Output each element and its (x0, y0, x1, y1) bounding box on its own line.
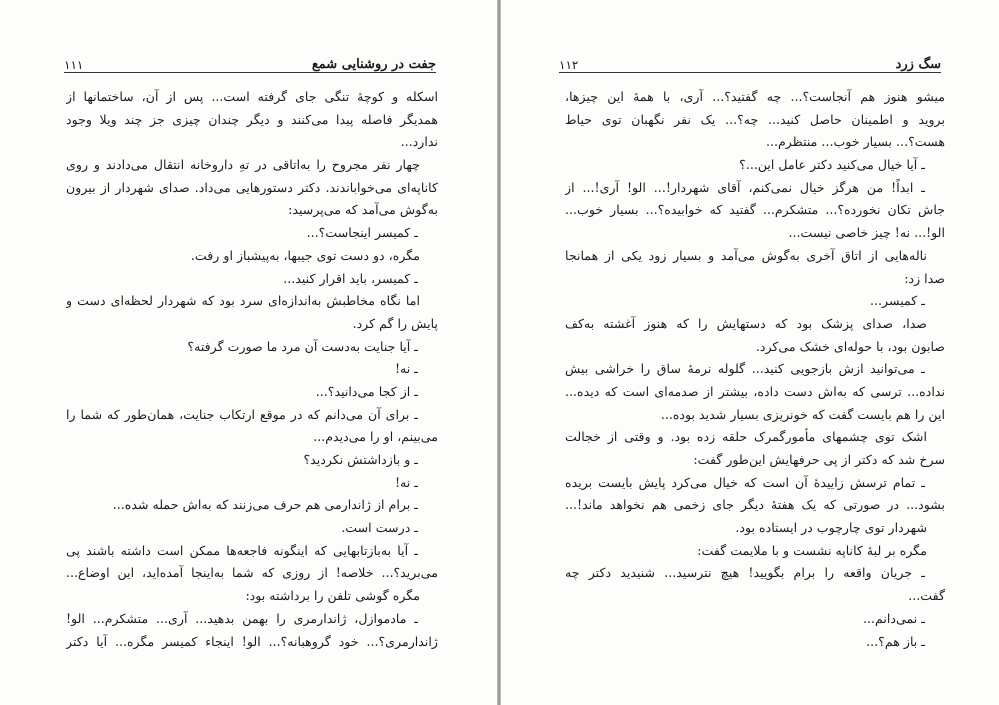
text-line: همدیگر فاصله پیدا می‌کنند و دیگر چندان چیزی جز چند ویلا وجود (66, 111, 438, 127)
text-line: اشک توی چشمهای مأمورگمرک حلقه زده بود. و وقتی از خجالت (565, 429, 927, 445)
text-line: الو!... نه! چیز خاصی نیست... (788, 225, 945, 241)
left-page-header (64, 48, 436, 73)
text-line: می‌برید؟... خلاصه! از روزی که شما به‌اینجا آمده‌اید، این اوضاع... (66, 565, 438, 581)
right-page-header (559, 48, 941, 73)
text-line: صدا، صدای پزشک بود که دستهایش را که هنوز آغشته به‌کف (565, 315, 927, 331)
page-number: ۱۱۲ (559, 58, 579, 72)
text-line: مگره، دو دست توی جیبها، به‌پیشباز او رفت. (190, 247, 420, 263)
text-line: کاناپه‌ای می‌خواباندند. دکتر دستورهایی می‌داد. صدای شهردار از بیرون (66, 179, 438, 195)
text-line: ـ آیا جنایت به‌دست آن مرد ما صورت گرفته؟ (187, 338, 418, 354)
text-line: بروید و اطمینان حاصل کنید... چه؟... یک نفر نگهبان توی حیاط (565, 111, 945, 127)
text-line: اما نگاه مخاطبش به‌اندازه‌ای سرد بود که شهردار لحظه‌ای دست و (66, 293, 420, 309)
text-line: ـ ابداً! من هرگز خیال نمی‌کنم، آقای شهردار!... الو! آری!... از (565, 179, 925, 195)
text-line: صدا زد: (904, 270, 945, 286)
text-line: چهار نفر مجروح را به‌اتاقی در تهِ داروخانه انتقال می‌دادند و روی (66, 157, 420, 173)
text-line: ندارد... (400, 134, 438, 150)
text-line: شهردار توی چارچوب در ایستاده بود. (735, 520, 927, 536)
left-page (0, 0, 497, 705)
text-line: ـ و بازداشتش نکردید؟ (303, 452, 418, 467)
right-page-body (565, 86, 945, 653)
text-line: ـ برام از ژاندارمی هم حرف می‌زنند که به‌اش حمله شده... (112, 497, 418, 513)
text-line: ـ نمی‌دانم... (863, 610, 925, 626)
text-line: جاش تکان نخورده؟... متشکرم... گفتید که خوابیده؟... بسیار خوب... (565, 202, 945, 218)
text-line: ـ باز هم؟... (866, 633, 925, 649)
text-line: ـ تمام ترسش زاییدهٔ آن است که خیال می‌کرد پایش بایست بریده (565, 474, 925, 490)
text-line: ـ کمیسر، باید اقرار کنید... (283, 270, 418, 286)
text-line: ـ درست است. (341, 520, 418, 536)
text-line: صابون بود، با حوله‌ای خشک می‌کرد. (755, 338, 945, 354)
text-line: ـ برای آن می‌دانم که در موقع ارتکاب جنایت، همان‌طور که شما را (66, 406, 418, 422)
text-line: ـ آیا به‌بازتابهایی که اینگونه فاجعه‌ها ممکن است داشته باشند پی (66, 542, 418, 558)
text-line: ـ مادموازل، ژاندارمری را بهمن بدهید... آری... متشکرم... الو! (66, 610, 418, 626)
text-line: می‌بینم، او را می‌دیدم... (313, 429, 438, 445)
text-line: هست؟... بسیار خوب... منتظرم... (766, 134, 945, 150)
text-line: میشو هنوز هم آنجاست؟... چه گفتید؟... آری، با همهٔ این چیزها، (565, 89, 945, 104)
text-line: این را هم بایست گفت که خونریزی بسیار شدید بوده... (660, 406, 945, 422)
right-page (501, 0, 999, 705)
text-line: ناله‌هایی از اتاق آخری به‌گوش می‌آمد و بسیار زود یکی از همانجا (565, 247, 927, 263)
text-line: ـ کمیسر اینجاست؟... (306, 225, 418, 241)
text-line: ـ می‌توانید ازش بازجویی کنید... گلوله نرمهٔ ساق را خراشی بیش (565, 361, 925, 377)
text-line: ـ کمیسر... (870, 293, 925, 309)
running-title: سگ زرد (895, 57, 941, 72)
text-line: ـ آیا خیال می‌کنید دکتر عامل این...؟ (739, 157, 925, 173)
text-line: ـ نه! (394, 474, 418, 490)
text-line: نداده... ترسی که به‌اش دست داده، بیشتر از صدمه‌ای است که دیده... (565, 383, 945, 399)
text-line: ـ نه! (394, 361, 418, 377)
text-line: ـ جریان واقعه را برام بگویید! هیچ نترسید... شنیدید دکتر چه (565, 565, 925, 581)
text-line: گفت... (908, 588, 945, 604)
text-line: ژاندارمری؟... خود گروهبانه؟... الو! اینجاء کمیسر مگره... آیا دکتر (66, 633, 438, 649)
text-line: مگره گوشی تلفن را برداشته بود: (245, 588, 420, 604)
text-line: به‌گوش می‌آمد که می‌پرسید: (288, 202, 438, 218)
page-number: ۱۱۱ (64, 58, 84, 72)
text-line: سرخ شد که دکتر از پی حرفهایش این‌طور گفت: (693, 452, 945, 467)
text-line: مگره بر لبهٔ کاناپه نشست و با ملایمت گفت: (697, 542, 927, 558)
running-title: جفت در روشنایی شمع (311, 57, 436, 72)
text-line: بشود... در صورتی که یک هفتهٔ دیگر جای زخمی هم نخواهد ماند!... (565, 497, 945, 513)
text-line: پایش را گم کرد. (352, 315, 438, 331)
text-line: ـ از کجا می‌دانید؟... (315, 383, 418, 399)
text-line: اسکله و کوچهٔ تنگی جای گرفته است... پس از آن، ساختمانها از (66, 89, 438, 104)
left-page-body (66, 86, 438, 653)
